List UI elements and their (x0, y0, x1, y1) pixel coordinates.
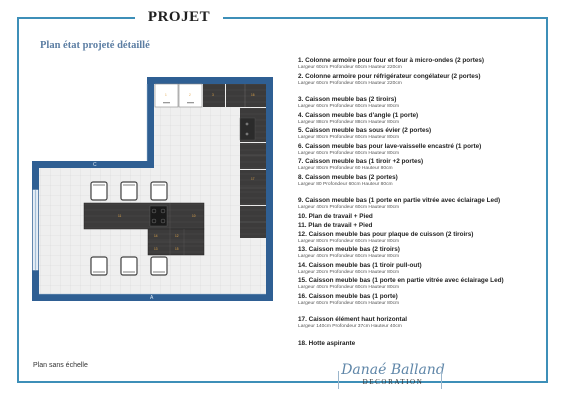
spec-title: 10. Plan de travail + Pied (298, 212, 373, 220)
spec-item (298, 143, 538, 158)
spec-dims: Largeur 80cm Profondeur 60 Hauteur 80cm (298, 166, 393, 171)
spec-dims: Largeur 88cm Profondeur 88cm Hauteur 80cm (298, 119, 400, 125)
wall-label-d: D (149, 126, 153, 132)
spec-item (298, 316, 538, 331)
spec-title: 4. Caisson meuble bas d'angle (1 porte) (298, 111, 419, 119)
spec-list (298, 57, 538, 349)
plan-number-3: 3 (212, 93, 214, 97)
logo-divider-left (338, 371, 345, 389)
spec-dims: Largeur 80cm Profondeur 60cm Hauteur 80cm (298, 135, 400, 140)
spec-item (298, 293, 538, 308)
spec-dims: Largeur 60cm Profondeur 60cm Hauteur 80cm (298, 300, 400, 306)
spec-item (298, 231, 538, 246)
spec-item (298, 57, 538, 72)
spec-item (298, 73, 538, 88)
scale-note: Plan sans échelle (33, 362, 88, 369)
spec-item (298, 213, 538, 221)
logo-tagline: DECORATION (362, 378, 424, 386)
spec-title: 11. Plan de travail + Pied (298, 221, 373, 229)
spec-dims: Largeur 60cm Profondeur 60cm Hauteur 80cm (298, 104, 400, 109)
floor-plan (30, 75, 275, 303)
spec-title: 2. Colonne armoire pour réfrigérateur congélateur (2 portes) (298, 72, 481, 80)
spec-title: 6. Caisson meuble bas pour lave-vaisselle encastré (1 porte) (298, 142, 482, 150)
spec-title: 15. Caisson meuble bas (1 porte en partie vitrée avec éclairage Led) (298, 277, 504, 284)
plan-number-15: 15 (175, 247, 179, 251)
plan-number-12: 12 (175, 234, 179, 238)
base-unit-top-1 (203, 84, 225, 107)
spec-item (298, 158, 538, 173)
spec-dims: Largeur 140cm Profondeur 37cm Hauteur 40cm (298, 324, 402, 329)
spec-item (298, 340, 538, 348)
wall-label-c: C (93, 162, 97, 168)
spec-title: 18. Hotte aspirante (298, 339, 356, 347)
spec-dims: Largeur 60cm Profondeur 60cm Hauteur 220cm (298, 80, 402, 86)
spec-title: 3. Caisson meuble bas (2 tiroirs) (298, 96, 397, 103)
plan-number-1: 1 (165, 93, 167, 97)
plan-number-17: 17 (251, 177, 255, 181)
spec-item (298, 112, 538, 127)
spec-dims: Largeur 60cm Profondeur 60cm Hauteur 220cm (298, 65, 402, 70)
spec-title: 8. Caisson meuble bas (2 portes) (298, 173, 398, 181)
spec-item (298, 277, 538, 292)
spec-dims: Largeur 60cm Profondeur 60cm Hauteur 80cm (298, 150, 400, 156)
spec-dims: Largeur 20cm Profondeur 60cm Hauteur 80cm (298, 269, 400, 275)
page-title: PROJET (135, 6, 223, 28)
spec-title: 7. Caisson meuble bas (1 tiroir +2 portes) (298, 158, 424, 165)
spec-title: 14. Caisson meuble bas (1 tiroir pull-out) (298, 261, 422, 269)
base-unit-right-2 (240, 170, 266, 205)
plan-number-10: 10 (192, 214, 196, 218)
wall-label-a: A (150, 295, 154, 301)
spec-item (298, 174, 538, 189)
plan-number-2: 2 (189, 93, 191, 97)
spec-title: 1. Colonne armoire pour four et four à micro-ondes (2 portes) (298, 57, 485, 64)
sink-unit (240, 118, 255, 140)
spec-title: 16. Caisson meuble bas (1 porte) (298, 292, 398, 300)
logo-divider-right (441, 371, 448, 389)
spec-title: 13. Caisson meuble bas (2 tiroirs) (298, 246, 400, 253)
plan-number-16: 16 (251, 93, 255, 97)
plan-number-14: 14 (154, 234, 158, 238)
plan-subtitle: Plan état projeté détaillé (40, 40, 150, 51)
spec-item (298, 246, 538, 261)
spec-item (298, 262, 538, 277)
spec-title: 9. Caisson meuble bas (1 porte en partie vitrée avec éclairage Led) (298, 197, 501, 204)
spec-title: 17. Caisson élément haut horizontal (298, 316, 408, 323)
spec-dims: Largeur 40cm Profondeur 60cm Hauteur 80cm (298, 205, 400, 210)
spec-title: 12. Caisson meuble bas pour plaque de cuisson (2 tiroirs) (298, 230, 474, 238)
spec-dims: Largeur 80 Profondeur 60cm Hauteur 80cm (298, 181, 393, 187)
logo-name: Danaé Balland (341, 362, 445, 378)
spec-dims: Largeur 40cm Profondeur 60cm Hauteur 80cm (298, 254, 400, 259)
spec-item (298, 96, 538, 111)
spec-title: 5. Caisson meuble bas sous évier (2 portes) (298, 127, 432, 134)
spec-item (298, 222, 538, 230)
cooktop (150, 206, 167, 226)
plan-number-13: 13 (154, 247, 158, 251)
base-unit-right-1 (240, 143, 266, 169)
spec-item (298, 127, 538, 142)
brand-logo (338, 363, 448, 403)
island-worktop (84, 203, 204, 229)
spec-item (298, 197, 538, 212)
spec-dims: Largeur 80cm Profondeur 60cm Hauteur 80cm (298, 238, 400, 244)
plan-number-11: 11 (118, 214, 122, 218)
base-unit-top-2 (226, 84, 266, 107)
spec-dims: Largeur 40cm Profondeur 60cm Hauteur 80cm (298, 285, 400, 290)
